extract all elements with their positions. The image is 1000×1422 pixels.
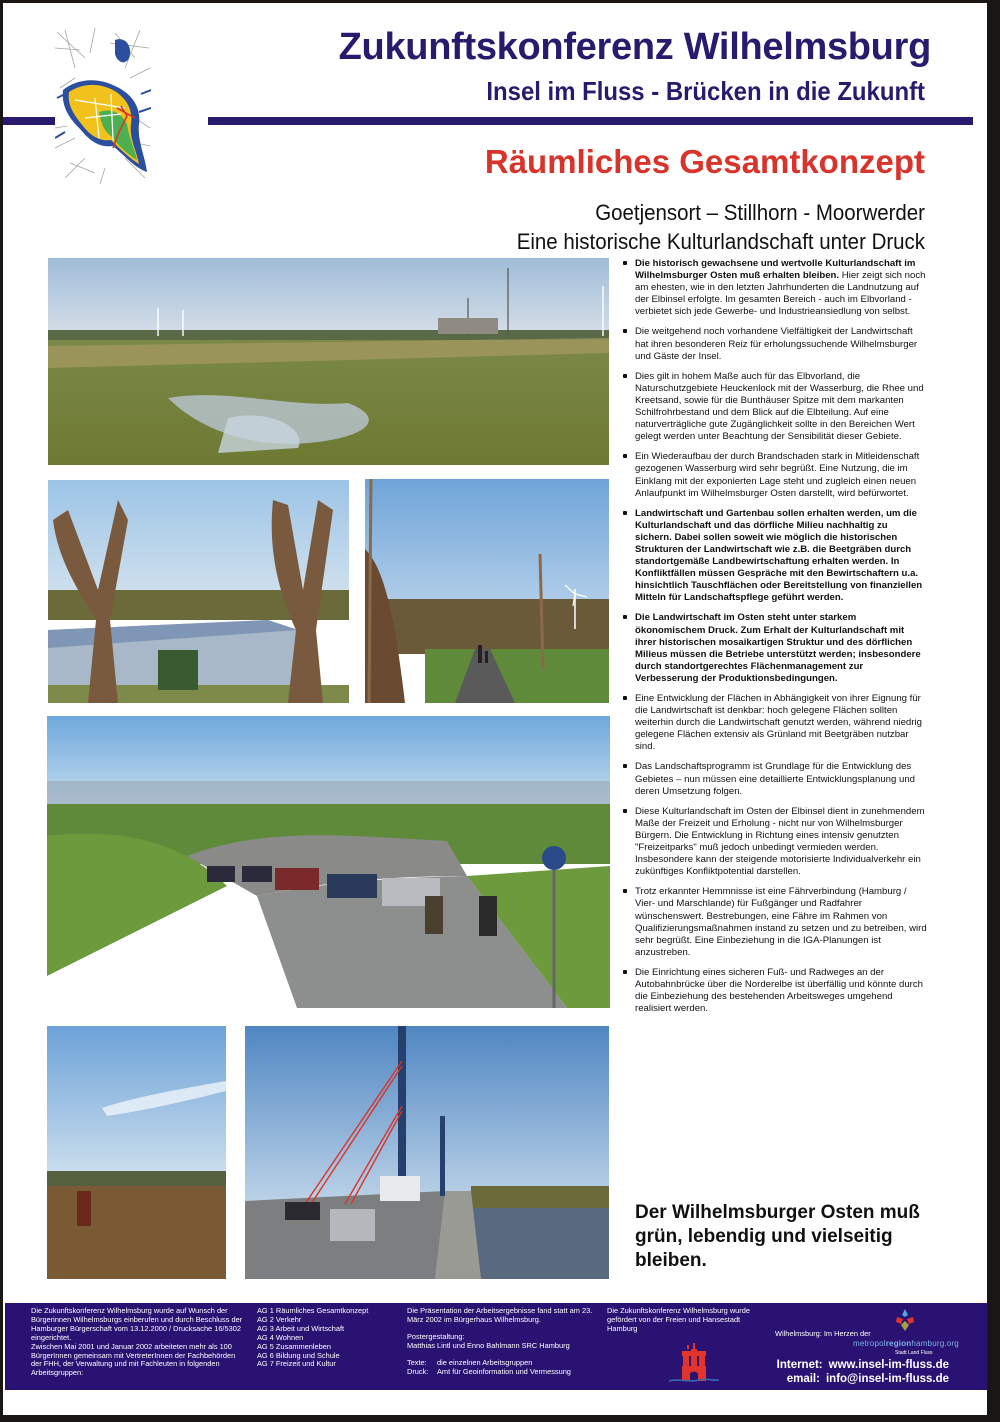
bullet-dot-icon [623, 696, 627, 700]
photo-walkers-on-country-lane [365, 479, 609, 703]
topic-heading: Räumliches Gesamtkonzept [484, 143, 925, 180]
bullet-item [621, 451, 927, 499]
photo-horse-grazing-on-pasture [47, 1026, 226, 1279]
page-title: Zukunftskonferenz Wilhelmsburg [338, 26, 931, 68]
region-url-link[interactable] [853, 1339, 959, 1348]
footer-intro-text-2: Zwischen Mai 2001 und Januar 2002 arbeiteten mehr als 100 BürgerInnen gemeinsam mit VertreterInnen der Fachbehörden der FHH, der Verwaltung und mit Fachleuten in folgenden Arbeitsgruppen: [31, 1341, 236, 1378]
email-label: email: [786, 1373, 820, 1385]
bullet-list [621, 258, 927, 1015]
contact-block [777, 1358, 949, 1386]
design-value: Matthias Lintl und Enno Bahlmann SRC Hamburg [407, 1340, 570, 1350]
photo-wet-field-with-wind-turbines [48, 258, 609, 465]
footer-intro-text: Die Zukunftskonferenz Wilhelmsburg wurde auf Wunsch der Bürgerinnen Wilhelmsburgs einberufen und durch Beschluss der Hamburger Bürgerschaft vom 13.12.2000 / Drucksache 16/5302 eingerichtet. [31, 1306, 243, 1342]
metropolregion-flower-logo-icon [893, 1307, 917, 1333]
bullet-item [621, 693, 927, 753]
header-rule-right [208, 117, 973, 125]
bullet-text: Trotz erkannter Hemmnisse ist eine Fährverbindung (Hamburg / Vier- und Marschlande) für Fußgänger und Radfahrer wünschenswert. Bestrebungen, eine Fähre im Rahmen von Qualifizierungsmaßnahmen instand zu setzen und zu betreiben, wird sehr begrüßt. Eine Einbeziehung in die IGA-Planungen ist anzustreben. [635, 886, 927, 958]
bullet-text: Die weitgehend noch vorhandene Vielfältigkeit der Landwirtschaft hat ihren besonderen Reiz für erholungssuchende Wilhelmsburger und Gäste der Insel. [635, 326, 918, 362]
bullet-item [621, 371, 927, 444]
bullet-item [621, 761, 927, 797]
bullet-dot-icon [623, 809, 627, 813]
bullet-dot-icon [623, 454, 627, 458]
bullet-bold-text: Die Landwirtschaft im Osten steht unter starkem ökonomischem Druck. Zum Erhalt der Kulturlandschaft mit ihrer historischen mosaikartigen Struktur und des dörflichen Milieus müssen die Betriebe unterstützt werden; insbesondere durch standortgerechtes Flächenmanagement zur Verbesserung der Produktionsbedingungen. [635, 612, 921, 684]
working-group: AG 1 Räumliches Gesamtkonzept [257, 1306, 369, 1315]
footer-funding [607, 1307, 757, 1334]
bullet-dot-icon [623, 511, 627, 515]
bullet-dot-icon [623, 615, 627, 619]
bullet-item [621, 258, 927, 318]
footer-intro [31, 1307, 246, 1378]
footer [5, 1303, 987, 1390]
page-subtitle: Insel im Fluss - Brücken in die Zukunft [486, 76, 925, 106]
bullet-item [621, 967, 927, 1015]
region-url-bold: region [885, 1339, 912, 1348]
footer-working-groups [257, 1307, 407, 1369]
email-row [777, 1372, 949, 1386]
wilhelmsburg-island-map-icon [55, 28, 151, 184]
region-label: Wilhelmsburg: Im Herzen der [775, 1329, 871, 1338]
hamburg-castle-crest-icon [669, 1341, 719, 1385]
internet-link[interactable]: www.insel-im-fluss.de [828, 1359, 949, 1371]
bullet-text: Ein Wiederaufbau der durch Brandschaden stark in Mitleidenschaft gezogenen Wasserburg wird sehr begrüßt. Eine Nutzung, die im Einklang mit der exponierten Lage steht und zugleich einen neuen Anlaufpunkt im Wilhelmsburger Osten darstellt, wird befürwortet. [635, 451, 920, 499]
bullet-item [621, 326, 927, 362]
working-group: AG 7 Freizeit und Kultur [257, 1359, 336, 1369]
working-group: AG 5 Zusammenleben [257, 1341, 331, 1351]
presentation-note: Die Präsentation der Arbeitsergebnisse fand statt am 23. März 2002 im Bürgerhaus Wilhelmsburg. [407, 1306, 593, 1324]
design-label: Postergestaltung: [407, 1331, 465, 1341]
bullet-text-column [621, 258, 927, 1023]
poster [3, 3, 987, 1415]
bullet-item [621, 508, 927, 605]
bullet-text: Das Landschaftsprogramm ist Grundlage für die Entwicklung des Gebietes – nun müssen eine detaillierte Entwicklungsplanung und deren Umsetzung folgen. [635, 761, 915, 797]
internet-row [777, 1358, 949, 1372]
bullet-text: Diese Kulturlandschaft im Osten der Elbinsel dient in zunehmendem Maße der Freizeit und Erholung - nicht nur von Wilhelmsburger Bürgern. Die Entwicklung in Richtung eines intensiv genutzten "Freizeitparks" muß jedoch unbedingt vermieden werden. Insbesondere kann der steigende motorisierte Individualverkehr ein zukünftiges Konfliktpotential darstellen. [635, 805, 925, 878]
photo-cable-stayed-motorway-bridge [245, 1026, 609, 1279]
region-url-pre: metropol [853, 1339, 886, 1348]
bullet-text: Dies gilt in hohem Maße auch für das Elbvorland, die Naturschutzgebiete Heuckenlock mit der Wasserburg, die Rhee und Kreetsand, sowie für die Bunthäuser Spitze mit dem markanten Schilfrohrbestand und dem Blick auf die Elbteilung. Auf eine naturverträgliche gute Zugänglichkeit sollte in den Bereichen Wert gelegt werden unter Beachtung der Sensibilität dieser Gebiete. [635, 370, 924, 443]
bullet-text: Hier zeigt sich noch am ehesten, wie in den letzten Jahrhunderten die Landnutzung auf der Elbinsel erfolgte. Im gesamten Bereich - auch im Elbvorland - verbietet sich jede Gewerbe- und Industrieansiedlung von selbst. [635, 270, 926, 318]
bullet-dot-icon [623, 970, 627, 974]
bullet-dot-icon [623, 889, 627, 893]
bullet-bold-text: Die historisch gewachsene und wertvolle Kulturlandschaft im Wilhelmsburger Osten muß erhalten bleiben. [635, 258, 916, 282]
tagline-heading: Eine historische Kulturlandschaft unter Druck [516, 229, 925, 254]
bullet-item [621, 806, 927, 879]
bullet-bold-text: Landwirtschaft und Gartenbau sollen erhalten werden, um die Kulturlandschaft und das dörfliche Milieu nachhaltig zu sichern. Dabei sollen soweit wie möglich die historischen Strukturen der Landwirtschaft wie z.B. die Beetgräben durch standortgemäße Landbewirtschaftung erhalten werden. In Konfliktfällen müssen Gespräche mit den Bewirtschaftern u.a. hinsichtlich Tauschflächen oder Bereitstellung von finanziellen Mitteln für Landschaftspflege geführt werden. [635, 507, 923, 604]
bullet-dot-icon [623, 329, 627, 333]
print-label: Druck: [407, 1366, 429, 1376]
working-group: AG 4 Wohnen [257, 1332, 304, 1342]
photo-greenhouses-behind-pollard-willows [48, 480, 349, 703]
bullet-text: Die Einrichtung eines sicheren Fuß- und Radweges an der Autobahnbrücke über die Norderelbe ist überfällig und könnte durch die Einbeziehung des bestehenden Arbeitsweges umgehend realisiert werden. [635, 966, 923, 1015]
working-group: AG 2 Verkehr [257, 1314, 302, 1324]
bullet-dot-icon [623, 261, 627, 265]
texts-label: Texte: [407, 1357, 427, 1367]
header-rule-left [3, 117, 55, 125]
texts-value: die einzelnen Arbeitsgruppen [437, 1357, 533, 1367]
region-tag: Stadt Land Fluss [895, 1350, 933, 1356]
region-url-post: hamburg.org [911, 1339, 959, 1348]
working-group: AG 6 Bildung und Schule [257, 1350, 340, 1360]
bullet-dot-icon [623, 764, 627, 768]
print-value: Amt für Geoinformation und Vermessung [437, 1366, 571, 1376]
footer-credits [407, 1307, 607, 1376]
bullet-item [621, 612, 927, 685]
internet-label: Internet: [776, 1359, 823, 1371]
working-group: AG 3 Arbeit und Wirtschaft [257, 1323, 345, 1333]
bullet-item [621, 886, 927, 959]
funding-note: Die Zukunftskonferenz Wilhelmsburg wurde gefördert von der Freien und Hansestadt Hamburg [607, 1306, 750, 1333]
bullet-dot-icon [623, 374, 627, 378]
slogan: Der Wilhelmsburger Osten muß grün, lebendig und vielseitig bleiben. [635, 1202, 920, 1271]
area-heading: Goetjensort – Stillhorn - Moorwerder [595, 200, 925, 225]
bullet-text: Eine Entwicklung der Flächen in Abhängigkeit von ihrer Eignung für die Landwirtschaft ist denkbar: hoch gelegene Flächen sollten weiterhin durch die Landwirtschaft genutzt werden, während niedrig gelegene Flächen extensiv als Grünland mit Beetgräben nutzbar sind. [635, 693, 922, 753]
photo-cars-and-walkers-on-dike-road [47, 716, 610, 1008]
email-link[interactable]: info@insel-im-fluss.de [825, 1373, 949, 1385]
